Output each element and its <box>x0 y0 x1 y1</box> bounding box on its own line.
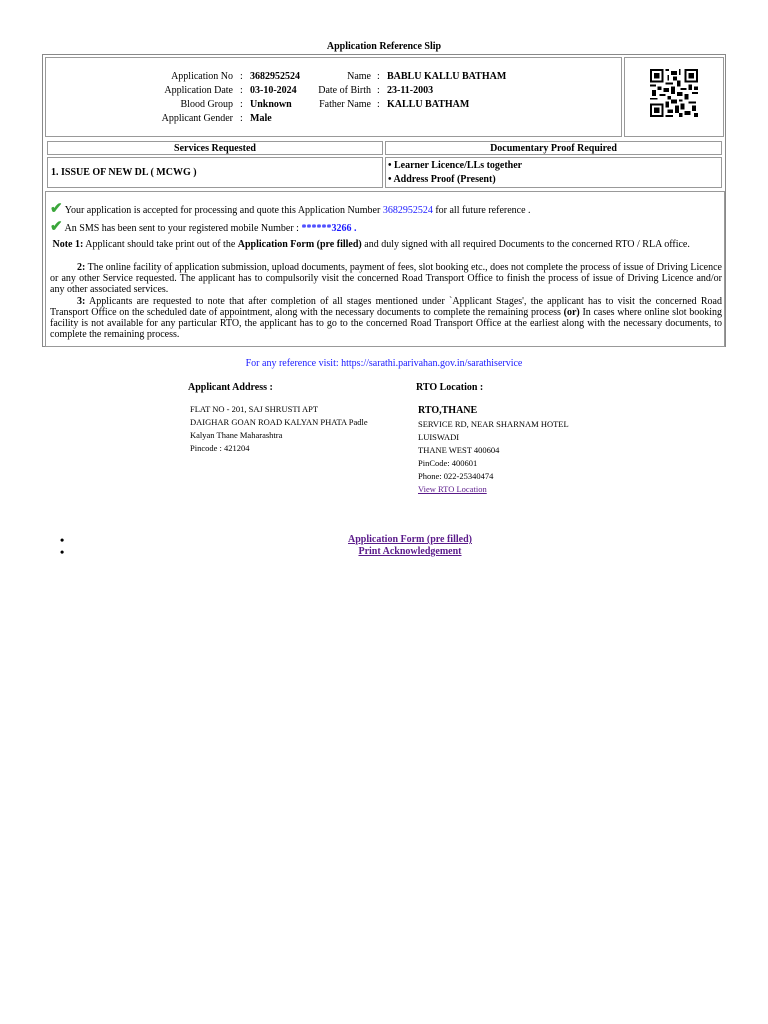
blood-group-value: Unknown <box>250 99 292 110</box>
application-number-highlight: 3682952524 <box>382 205 433 216</box>
dob-value: 23-11-2003 <box>387 85 434 96</box>
print-acknowledgement-link[interactable]: Print Acknowledgement <box>358 546 462 557</box>
slip-container <box>42 54 726 347</box>
service-name: 1. ISSUE OF NEW DL ( MCWG ) <box>51 167 197 178</box>
documentary-proof-header: Documentary Proof Required <box>385 141 722 155</box>
checkmark-icon: ✔ <box>50 201 63 217</box>
applicant-address-heading: Applicant Address : <box>188 382 273 393</box>
note-2: 2: The online facility of application submission, upload documents, payment of fees, slot booking etc., does not complete the process of issue of Driving Licence or any other Service requested. The applicant has to compulsorily visit the concerned Road Transport Office to finish the process of issue of Driving Licence and/or any other associated services. <box>50 262 722 295</box>
rto-location-heading: RTO Location : <box>416 382 484 393</box>
applicant-info-box: Application No : 3682952524 Name : BABLU KALLU BATHAM Application Date : 03-10-2024 Date of Birth : 23-11-2003 Blood Group : Unknown Father Name : KALLU BATHAM Applicant Gender : Male <box>45 57 622 137</box>
father-name-value: KALLU BATHAM <box>387 99 470 110</box>
app-no-value: 3682952524 <box>250 71 300 82</box>
note-1: Note 1: Applicant should take print out of the Application Form (pre filled) and duly signed with all required Documents to the concerned RTO / RLA office. <box>52 239 690 250</box>
gender-label: Applicant Gender <box>161 113 233 124</box>
mobile-number: ******3266 . <box>301 223 357 234</box>
reference-url: For any reference visit: https://sarathi.parivahan.gov.in/sarathiservice <box>245 358 523 369</box>
app-date-value: 03-10-2024 <box>250 85 297 96</box>
gender-value: Male <box>250 113 272 124</box>
father-name-label: Father Name <box>319 99 371 110</box>
applicant-address: FLAT NO - 201, SAJ SHRUSTI APT DAIGHAR GOAN ROAD KALYAN PHATA Padle Kalyan Thane Maharashtra Pincode : 421204 <box>190 404 368 453</box>
application-form-link[interactable]: Application Form (pre filled) <box>348 534 472 545</box>
list-item <box>60 546 760 558</box>
dob-label: Date of Birth <box>318 85 371 96</box>
view-rto-location-link[interactable]: View RTO Location <box>418 484 487 494</box>
list-item <box>60 534 760 546</box>
qr-code-box <box>624 57 724 137</box>
app-no-label: Application No <box>171 71 233 82</box>
app-date-label: Application Date <box>164 85 233 96</box>
checkmark-icon: ✔ <box>50 219 63 235</box>
note-3: 3: Applicants are requested to note that after completion of all stages mentioned under `Applicant Stages', the applicant has to visit the concerned Road Transport Office on the scheduled date of appointment, along with the necessary documents to complete the remaining process (or) In cases where online slot booking facility is not available for any particular RTO, the applicant has to go to the concerned Road Transport Office at the earliest along with the necessary documents, to complete the remaining process. <box>50 296 722 340</box>
service-cell <box>47 157 383 188</box>
action-links <box>60 534 760 558</box>
services-requested-header: Services Requested <box>47 141 383 155</box>
notes-box <box>45 191 725 347</box>
name-value: BABLU KALLU BATHAM <box>387 71 507 82</box>
qr-code <box>650 69 698 117</box>
proof-item: • Learner Licence/LLs together <box>388 160 523 171</box>
blood-group-label: Blood Group <box>180 99 233 110</box>
slip-title: Application Reference Slip <box>326 41 442 52</box>
sms-message: ✔ An SMS has been sent to your registered mobile Number : ******3266 . <box>50 219 357 235</box>
proof-cell <box>385 157 722 188</box>
rto-address: SERVICE RD, NEAR SHARNAM HOTEL LUISWADI THANE WEST 400604 PinCode: 400601 Phone: 022-25340474 View RTO Location <box>418 419 569 494</box>
rto-name: RTO,THANE <box>418 405 478 416</box>
name-label: Name <box>347 71 371 82</box>
accepted-message: ✔ Your application is accepted for processing and quote this Application Number 3682952524 for all future reference . <box>50 201 531 217</box>
proof-item: • Address Proof (Present) <box>388 174 496 185</box>
